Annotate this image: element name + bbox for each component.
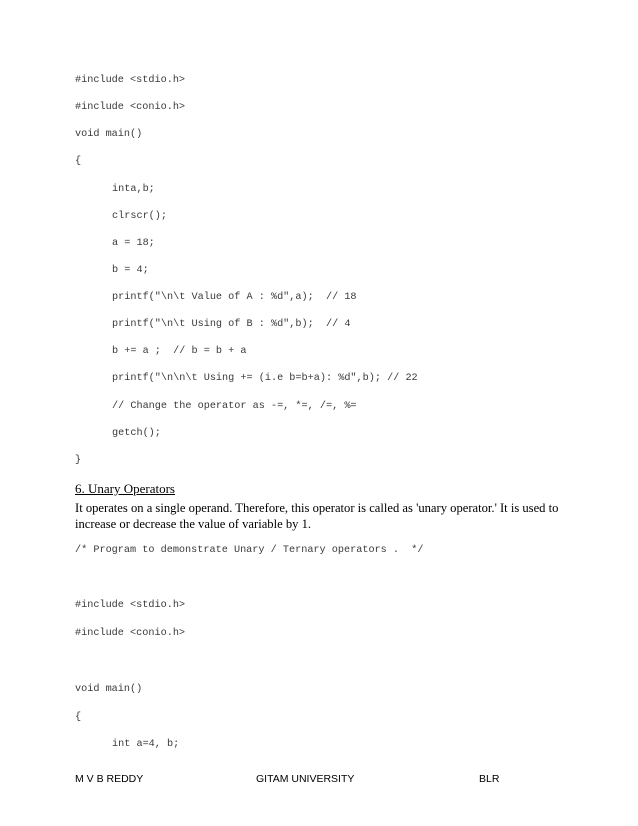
footer-location: BLR <box>479 773 500 785</box>
footer-university: GITAM UNIVERSITY <box>256 773 355 785</box>
code-line: #include <conio.h> <box>75 628 186 639</box>
code-line: inta,b; <box>112 184 155 195</box>
section-paragraph: It operates on a single operand. Therefore, this operator is called as 'unary operator.' It is used to increase or decrease the value of variable by 1. <box>75 501 559 531</box>
code-line: #include <conio.h> <box>75 102 186 113</box>
code-line: printf("\n\n\t Using += (i.e b=b+a): %d",b); // 22 <box>112 373 418 384</box>
code-line: } <box>75 455 82 466</box>
code-line: /* Program to demonstrate Unary / Ternary operators . */ <box>75 545 424 556</box>
code-line: void main() <box>75 684 143 695</box>
code-line: { <box>75 712 82 723</box>
code-line: clrscr(); <box>112 211 168 222</box>
code-line: int a=4, b; <box>112 739 180 750</box>
code-line: b += a ; // b = b + a <box>112 346 247 357</box>
code-line: { <box>75 156 82 167</box>
code-line: printf("\n\t Using of B : %d",b); // 4 <box>112 319 351 330</box>
section-heading: 6. Unary Operators <box>75 481 175 496</box>
code-line: getch(); <box>112 428 161 439</box>
code-line: // Change the operator as -=, *=, /=, %= <box>112 401 357 412</box>
code-line: b = 4; <box>112 265 149 276</box>
code-line: #include <stdio.h> <box>75 600 186 611</box>
code-line: a = 18; <box>112 238 155 249</box>
footer-author: M V B REDDY <box>75 773 144 785</box>
code-line: void main() <box>75 129 143 140</box>
code-line: printf("\n\t Value of A : %d",a); // 18 <box>112 292 357 303</box>
code-line: #include <stdio.h> <box>75 75 186 86</box>
